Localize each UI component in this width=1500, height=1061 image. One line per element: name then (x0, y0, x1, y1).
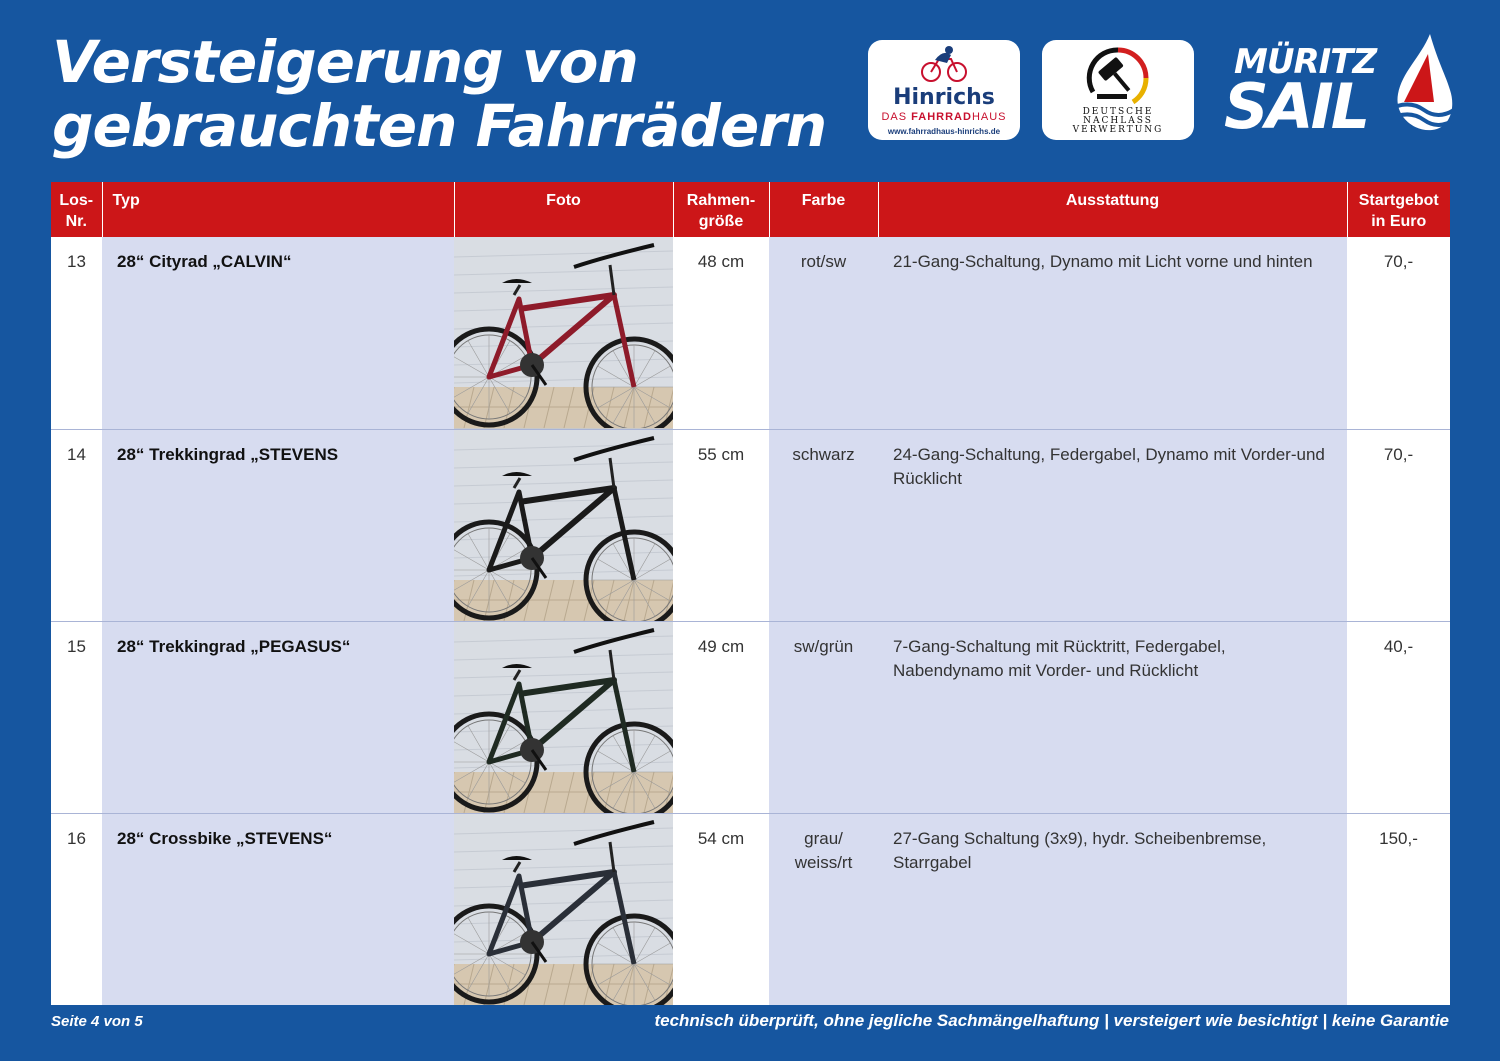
auction-table (51, 182, 1450, 1005)
header-farbe: Farbe (769, 182, 878, 237)
bike-photo (454, 237, 673, 429)
gavel-icon (1083, 46, 1153, 106)
hinrichs-logo (868, 40, 1020, 140)
header-size: Rahmen- größe (673, 182, 769, 237)
header-ausstattung: Ausstattung (878, 182, 1347, 237)
bike-type: 28“ Cityrad „CALVIN“ (102, 237, 454, 429)
header-typ: Typ (102, 182, 454, 237)
title-line-2: gebrauchten Fahrrädern (52, 92, 827, 160)
frame-size: 49 cm (673, 621, 769, 813)
bike-equipment: 27-Gang Schaltung (3x9), hydr. Scheibenbremse, Starrgabel (878, 813, 1347, 1005)
bike-color: rot/sw (769, 237, 878, 429)
frame-size: 54 cm (673, 813, 769, 1005)
lot-number: 15 (51, 621, 102, 813)
nachlass-logo (1042, 40, 1194, 140)
cyclist-icon (917, 45, 971, 83)
bike-photo (454, 429, 673, 621)
bike-photo (454, 621, 673, 813)
starting-bid: 150,- (1347, 813, 1450, 1005)
bike-type: 28“ Trekkingrad „PEGASUS“ (102, 621, 454, 813)
starting-bid: 70,- (1347, 429, 1450, 621)
bike-equipment: 24-Gang-Schaltung, Federgabel, Dynamo mit Vorder-und Rücklicht (878, 429, 1347, 621)
page-title (52, 30, 826, 158)
bike-photo (454, 813, 673, 1005)
header-foto: Foto (454, 182, 673, 237)
bike-image (454, 237, 673, 428)
page-number: Seite 4 von 5 (51, 1013, 143, 1030)
bike-image (454, 430, 673, 621)
starting-bid: 40,- (1347, 621, 1450, 813)
header-preis: Startgebot in Euro (1347, 182, 1450, 237)
nachlass-text: DEUTSCHE NACHLASS VERWERTUNG (1072, 106, 1164, 135)
bike-type: 28“ Crossbike „STEVENS“ (102, 813, 454, 1005)
bike-equipment: 21-Gang-Schaltung, Dynamo mit Licht vorne und hinten (878, 237, 1347, 429)
frame-size: 55 cm (673, 429, 769, 621)
hinrichs-name: Hinrichs (893, 84, 995, 110)
bike-color: schwarz (769, 429, 878, 621)
muritz-sail-logo (1222, 32, 1454, 142)
bike-color: grau/ weiss/rt (769, 813, 878, 1005)
table-row (51, 621, 1450, 813)
bike-equipment: 7-Gang-Schaltung mit Rücktritt, Federgabel, Nabendynamo mit Vorder- und Rücklicht (878, 621, 1347, 813)
sail-text: SAIL (1224, 70, 1368, 143)
title-line-1: Versteigerung von (52, 28, 638, 96)
lot-number: 13 (51, 237, 102, 429)
table-row (51, 429, 1450, 621)
bike-color: sw/grün (769, 621, 878, 813)
table-row (51, 813, 1450, 1005)
header-nr: Los- Nr. (51, 182, 102, 237)
bike-image (454, 814, 673, 1005)
muritz-text: MÜRITZ (1234, 42, 1377, 82)
disclaimer: technisch überprüft, ohne jegliche Sachmängelhaftung | versteigert wie besichtigt | keine Garantie (654, 1011, 1449, 1030)
frame-size: 48 cm (673, 237, 769, 429)
table-row (51, 237, 1450, 429)
bike-image (454, 622, 673, 813)
starting-bid: 70,- (1347, 237, 1450, 429)
hinrichs-subtitle: DAS FAHRRADHAUS (881, 110, 1007, 123)
hinrichs-url: www.fahrradhaus-hinrichs.de (887, 126, 1001, 136)
table-header-row (51, 182, 1450, 237)
lot-number: 16 (51, 813, 102, 1005)
bike-type: 28“ Trekkingrad „STEVENS (102, 429, 454, 621)
lot-number: 14 (51, 429, 102, 621)
